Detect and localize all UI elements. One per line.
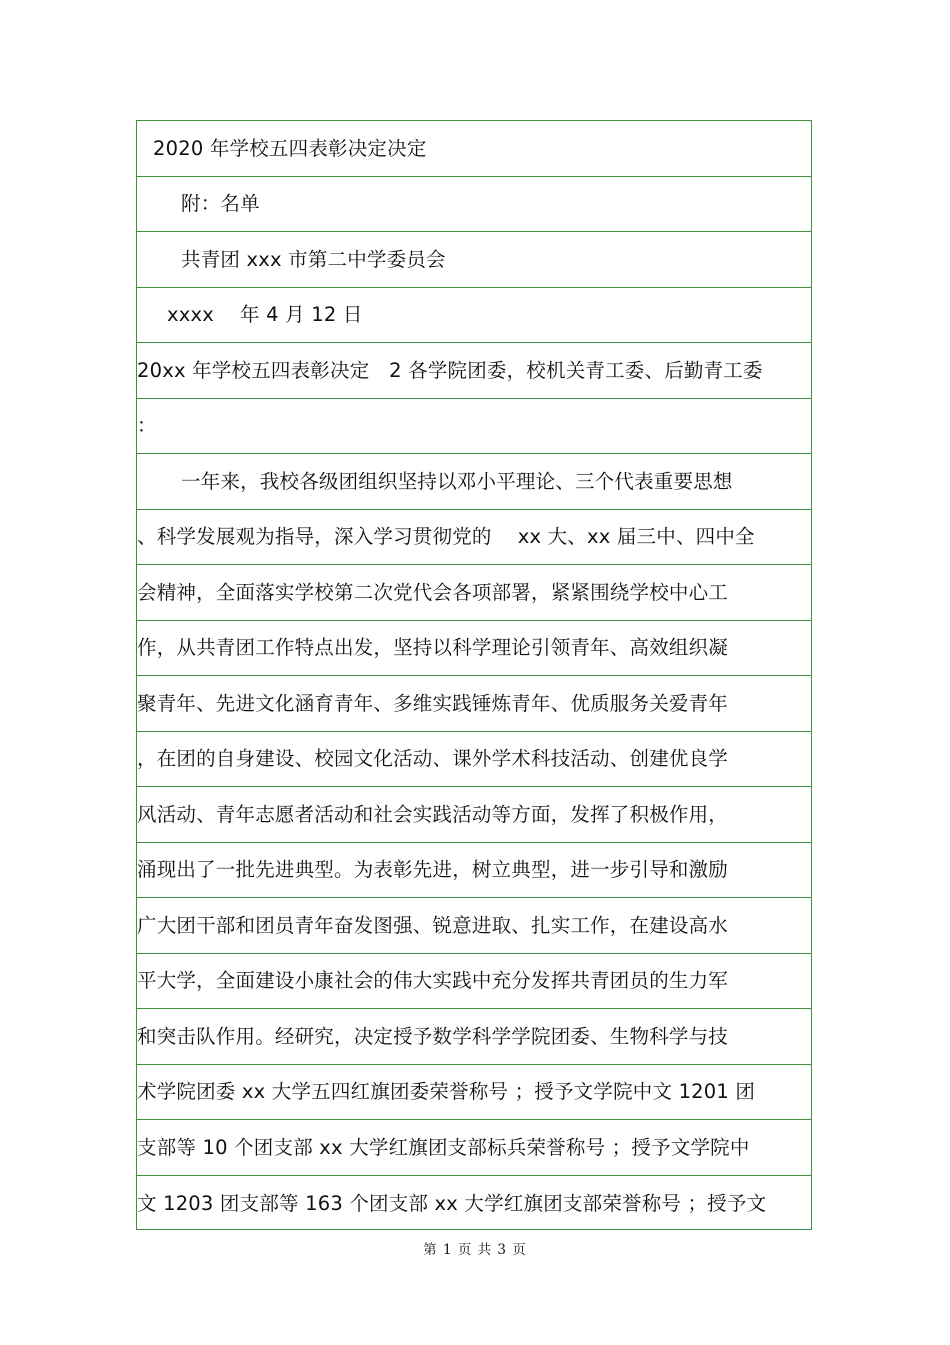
- body-line: ，在团的自身建设、校园文化活动、课外学术科技活动、创建优良学: [137, 747, 729, 770]
- page-footer: [0, 1238, 950, 1258]
- body-line: ：: [137, 414, 157, 437]
- document-line: [137, 732, 811, 788]
- document-line: [137, 121, 811, 177]
- body-line: 支部等 10 个团支部 xx 大学红旗团支部标兵荣誉称号 ；授予文学院中: [137, 1135, 750, 1159]
- document-line: [137, 399, 811, 455]
- document-page: [136, 120, 812, 1230]
- body-line: 一年来，我校各级团组织坚持以邓小平理论、三个代表重要思想: [181, 469, 733, 493]
- issuer-name: 共青团 xxx 市第二中学委员会: [181, 247, 446, 271]
- document-line: [137, 565, 811, 621]
- document-line: [137, 676, 811, 732]
- document-line: [137, 1009, 811, 1065]
- document-line: [137, 621, 811, 677]
- document-line: [137, 1120, 811, 1176]
- document-line: [137, 898, 811, 954]
- body-line: 作，从共青团工作特点出发，坚持以科学理论引领青年、高效组织凝: [137, 636, 729, 659]
- body-line: 文 1203 团支部等 163 个团支部 xx 大学红旗团支部荣誉称号 ；授予文: [137, 1191, 767, 1215]
- document-line: [137, 1065, 811, 1121]
- document-line: [137, 343, 811, 399]
- document-line: [137, 1176, 811, 1231]
- body-line: 会精神，全面落实学校第二次党代会各项部署，紧紧围绕学校中心工: [137, 580, 729, 604]
- body-line: 风活动、青年志愿者活动和社会实践活动等方面，发挥了积极作用，: [137, 802, 729, 826]
- body-line: 聚青年、先进文化涵育青年、多维实践锤炼青年、优质服务关爱青年: [137, 691, 729, 715]
- document-line: [137, 843, 811, 899]
- attachment-note: 附：名单: [181, 192, 260, 215]
- body-line: 涌现出了一批先进典型。为表彰先进，树立典型，进一步引导和激励: [137, 858, 729, 881]
- document-line: [137, 787, 811, 843]
- document-line: [137, 954, 811, 1010]
- body-line: 广大团干部和团员青年奋发图强、锐意进取、扎实工作，在建设高水: [137, 913, 729, 937]
- issue-date: xxxx 年 4 月 12 日: [167, 303, 363, 326]
- document-line: [137, 454, 811, 510]
- body-line: 平大学，全面建设小康社会的伟大实践中充分发挥共青团员的生力军: [137, 969, 729, 992]
- document-line: [137, 510, 811, 566]
- document-line: [137, 232, 811, 288]
- body-line: 术学院团委 xx 大学五四红旗团委荣誉称号 ；授予文学院中文 1201 团: [137, 1080, 756, 1103]
- document-line: [137, 288, 811, 344]
- page-number: 第 1 页 共 3 页: [423, 1242, 527, 1258]
- body-line: 20xx 年学校五四表彰决定 2 各学院团委，校机关青工委、后勤青工委: [137, 358, 763, 382]
- document-line: [137, 177, 811, 233]
- body-line: 和突击队作用。经研究，决定授予数学科学学院团委、生物科学与技: [137, 1024, 729, 1048]
- document-title: 2020 年学校五四表彰决定决定: [153, 136, 427, 160]
- body-line: 、科学发展观为指导，深入学习贯彻党的 xx 大、xx 届三中、四中全: [137, 525, 755, 548]
